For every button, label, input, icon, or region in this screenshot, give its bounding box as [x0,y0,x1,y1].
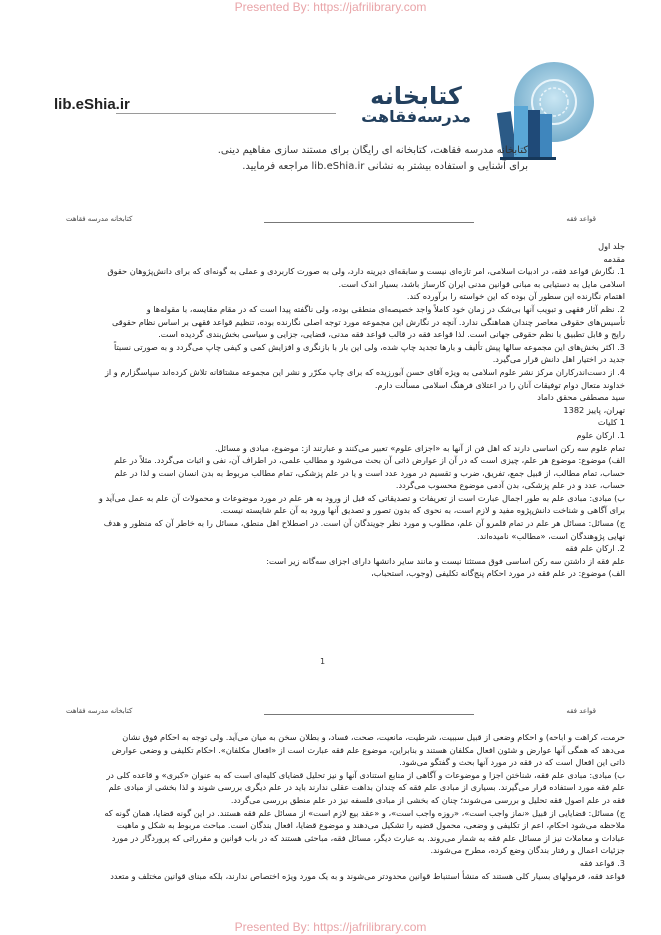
text-line: 1 کلیات [597,417,625,428]
logo-title [336,84,496,126]
text-line: 2. ارکان علم فقه [565,543,625,554]
text-line: جدید در اختیار اهل دانش قرار می‌گیرد. [492,354,625,365]
site-url[interactable]: lib.eShia.ir [54,96,130,113]
text-line: حرمت، کراهت و اباحه) و احکام وضعی از قبیل سببیت، شرطیت، مانعیت، صحت، فساد، و بطلان سخن به میان می‌آید. ولی توجه به احکام فوق نشان [122,732,625,742]
text-line: قواعد فقه، فرمولهای بسیار کلی هستند که منشأ استنباط قوانین محدودتر می‌شوند و به یک مورد ویژه اختصاص ندارند، بلکه مبنای قوانین مختلف و متعدد [110,870,625,881]
text-line: علم فقه از داشتن سه رکن اساسی فوق مستثنا نیست و مانند سایر دانشها دارای اجزای سه‌گانه زیر است: [266,555,625,566]
text-line: ب) مبادی: مبادی علم به طور اجمال عبارت است از تعریفات و تصدیقاتی که قبل از ورود به هر علم در مورد موضوعات و محمولات آن علم به عمل می‌آید و [98,492,625,503]
text-line: نهایی پژوهندگان است، «مطالب» نامیده‌اند. [477,530,625,541]
text-line: 3. قواعد فقه [579,857,625,868]
logo-title-text: کتابخانه [370,82,462,110]
text-line: حساب، عدد و در علم پزشکی، بدن آدمی موضوع محسوب می‌گردد. [395,480,625,491]
text-line: اهتمام نگارنده این سطور آن بوده که این خواسته را برآورده کند. [406,291,625,302]
header-rule [264,714,474,715]
page-number: 1 [320,657,326,666]
library-description [218,143,528,175]
text-line: تمام علوم سه رکن اساسی دارند که اهل فن از آنها به «اجزای علوم» تعبیر می‌کنند و عبارتند از: موضوع، مبادی و مسائل. [215,442,625,453]
presented-by-bottom[interactable]: Presented By: https://jafrilibrary.com [234,920,427,934]
page-header [66,215,596,227]
header-library-name: کتابخانه مدرسه فقاهت [66,215,133,223]
text-line: برای آگاهی و شناخت دانش‌پژوه مفید و لازم است، به نحوی که بدون تصور و تصدیق آنها ورود به آن علم شایسته نیست. [220,505,625,516]
text-line: ذاتی این افعال است که در فقه در مورد آنها بحث و گفتگو می‌شود. [399,757,625,768]
page-header [66,707,596,719]
text-line: ج) مسائل: قضایایی از قبیل «نماز واجب است»، «روزه واجب است»، و «عقد بیع لازم است» از مسائل علم فقه هستند. در این گونه قضایا، همان گونه که [104,807,625,818]
text-line: 3. اکثر بخش‌های این مجموعه سالها پیش تألیف و بارها تجدید چاپ شده، ولی این بار با بازنگری و افزایش کمی و کیفی چاپ می‌گردد و به صورتی نسبتاً [113,341,625,352]
description-line-2: برای آشنایی و استفاده بیشتر به نشانی lib.eShia.ir مراجعه فرمایید. [242,161,528,172]
header-rule [264,222,474,223]
text-line: ملاحظه می‌شود احکام، اعم از تکلیفی و وضعی، محمول قضیه را تشکیل می‌دهند و موضوع قضایا، افعال بندگان است. مباحث مربوط به شکل و ماهیت [116,820,625,831]
text-line: می‌دهد که همگی آنها عوارض و شئون افعال مکلفان هستند و بنابراین، موضوع علم فقه عبارت است از «افعال مکلفان». احکام تکلیفی و وضعی عوارض [111,744,625,755]
text-line: تأسیس‌های حقوقی معاصر چندان هماهنگی ندارد. آنچه در نگارش این مجموعه مورد توجه اصلی نگارنده بوده، تنظیم قواعد فقهی بر اساس نظام حقوقی [111,316,625,327]
text-line: جزئیات اعمال و رفتار بندگان وضع کرده، مطرح می‌شوند. [430,845,625,856]
text-line: خداوند متعال دوام توفیقات آنان را در اعتلای فرهنگ اسلامی مسألت دارم. [374,379,625,390]
text-line: الف) موضوع: در علم فقه در مورد احکام پنج‌گانه تکلیفی (وجوب، استحباب، [371,568,625,579]
text-line: سید مصطفی محقق داماد [537,392,625,403]
header-book-title: قواعد فقه [566,707,596,715]
text-line: اسلامی مایل به دستیابی به مبانی قوانین مدنی ایران کارساز باشد، بسیار اندک است. [338,278,625,289]
text-line: عبادات و معاملات نیز از مسائل علم فقه به شمار می‌روند. به عبارت دیگر، مسائل فقه، مباحثی هستند که در باب قوانین و مقرراتی که پروردگار در مورد [111,832,625,843]
text-line: ج) مسائل: مسائل هر علم در تمام قلمرو آن علم، مطلوب و مورد نظر جویندگان آن است. در اصطلاح اهل منطق، مسائل را به خاطر آن که منظور و هدف [103,518,625,529]
page-2-body [48,731,625,882]
text-line: تهران، پاییز 1382 [563,404,625,415]
text-line: ب) مبادی: مبادی علم فقه، شناختن اجزا و موضوعات و آگاهی از منابع استنادی آنها و نیز تحلیل قضایای کلیه‌ای است که به عنوان «کبری» و قاعده کلی در [106,769,625,780]
text-line: علم فقه مورد استفاده قرار می‌گیرند. بسیاری از مبادی علم فقه که چندان بداهت عقلی ندارند باید در علم دیگری بررسی شوند و لذا بخشی از مبادی علم [108,782,625,793]
text-line: جلد اول [598,241,625,251]
logo-divider [116,113,336,114]
text-line: رایج و قابل تطبیق با نظم حقوقی جهانی است. لذا قواعد فقه در قالب قواعد فقه مدنی، قضایی، جزایی و سیاسی بخش‌بندی گردیده است. [158,329,625,340]
text-line: 1. نگارش قواعد فقه، در ادبیات اسلامی، امر تازه‌ای نیست و سابقه‌ای دیرینه دارد، ولی به صورت کاربردی و عملی به گونه‌ای که برای دانش‌پژوهان حقوق [107,266,625,277]
header-book-title: قواعد فقه [566,215,596,223]
logo-subtitle: مدرسه‌فقاهت [361,107,471,127]
header-library-name: کتابخانه مدرسه فقاهت [66,707,133,715]
text-line: 1. ارکان علوم [576,429,625,440]
description-line-1: کتابخانه مدرسه فقاهت، کتابخانه ای رایگان برای مستند سازی مفاهیم دینی. [217,145,528,156]
presented-by-top[interactable]: Presented By: https://jafrilibrary.com [234,0,427,14]
text-line: فقه در علم اصول فقه تحلیل و بررسی می‌شوند؛ چنان که بخشی از مبادی فلسفه نیز در علم منطق بررسی می‌گردد. [230,794,625,805]
page-1-body [48,240,625,580]
text-line: 4. از دست‌اندرکاران مرکز نشر علوم اسلامی به ویژه آقای حسن آبورزیده که برای چاپ مکرّر و نشر این مجموعه مشتاقانه تلاش کرده‌اند سپاسگزارم و از [104,366,625,377]
text-line: مقدمه [603,253,625,264]
text-line: الف) موضوع: موضوع هر علم، چیزی است که در آن از عوارض ذاتی آن بحث می‌شود و مطالب علمی، در اطراف آن، نفی و اثبات می‌گردد. مثلاً در علم [114,455,625,466]
text-line: حساب، تمام مطالب، از قبیل جمع، تفریق، ضرب و تقسیم در مورد عدد است و یا در علم پزشکی، تمام مطالب مربوط به بدن انسان است و لذا در علم [114,467,625,478]
text-line: 2. نظم آثار فقهی و تبویب آنها بی‌شک در زمان خود کاملاً واجد خصیصه‌ای منطقی بوده، ولی ناگفته پیدا است که در مقام مقایسه، با مقوله‌ها و [146,303,625,314]
